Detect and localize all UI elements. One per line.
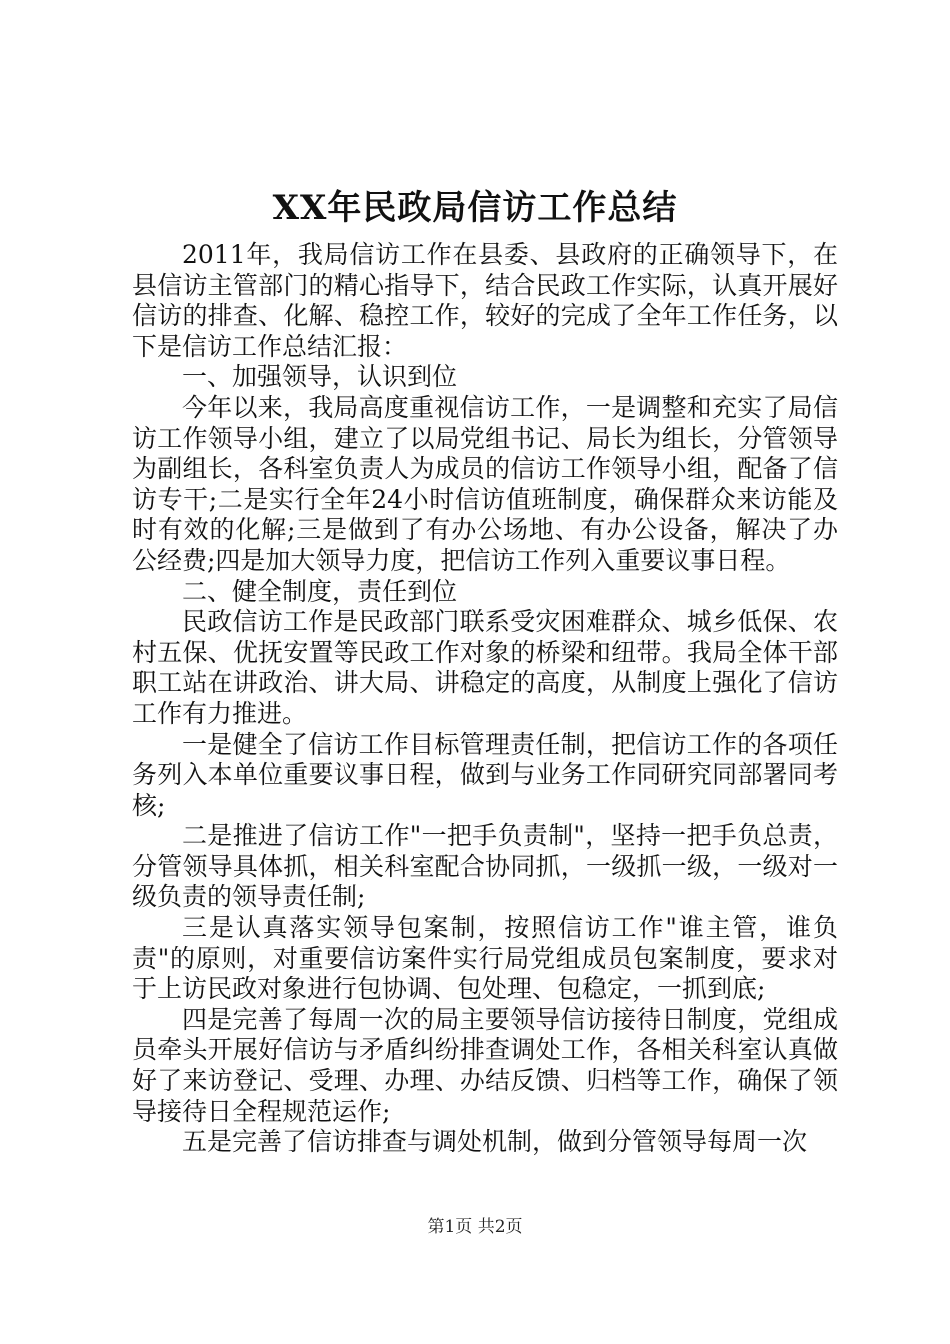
document-body (132, 240, 838, 1158)
paragraph-item-2: 二是推进了信访工作"一把手负责制"，坚持一把手负总责，分管领导具体抓，相关科室配合协同抓，一级抓一级，一级对一级负责的领导责任制; (132, 821, 838, 912)
paragraph-item-5: 五是完善了信访排查与调处机制，做到分管领导每周一次 (182, 1127, 808, 1157)
section-heading-2: 二、健全制度，责任到位 (182, 576, 458, 606)
paragraph-section-2: 民政信访工作是民政部门联系受灾困难群众、城乡低保、农村五保、优抚安置等民政工作对象的桥梁和纽带。我局全体干部职工站在讲政治、讲大局、讲稳定的高度，从制度上强化了信访工作有力推进。 (132, 607, 838, 728)
paragraph-item-4: 四是完善了每周一次的局主要领导信访接待日制度，党组成员牵头开展好信访与矛盾纠纷排查调处工作，各相关科室认真做好了来访登记、受理、办理、办结反馈、归档等工作，确保了领导接待日全程规范运作; (132, 1004, 838, 1126)
page-number: 第1页 共2页 (427, 1217, 523, 1237)
paragraph-item-1: 一是健全了信访工作目标管理责任制，把信访工作的各项任务列入本单位重要议事日程，做到与业务工作同研究同部署同考核; (132, 729, 838, 820)
paragraph-section-1: 今年以来，我局高度重视信访工作，一是调整和充实了局信访工作领导小组，建立了以局党组书记、局长为组长，分管领导为副组长，各科室负责人为成员的信访工作领导小组，配备了信访专干;二是实行全年24小时信访值班制度，确保群众来访能及时有效的化解;三是做到了有办公场地、有办公设备，解决了办公经费;四是加大领导力度，把信访工作列入重要议事日程。 (132, 392, 838, 575)
section-heading-1: 一、加强领导，认识到位 (182, 362, 458, 392)
paragraph-item-3: 三是认真落实领导包案制，按照信访工作"谁主管，谁负责"的原则，对重要信访案件实行局党组成员包案制度，要求对于上访民政对象进行包协调、包处理、包稳定，一抓到底; (132, 913, 838, 1004)
document-title: XX年民政局信访工作总结 (272, 188, 678, 228)
paragraph-intro: 2011年，我局信访工作在县委、县政府的正确领导下，在县信访主管部门的精心指导下，结合民政工作实际，认真开展好信访的排查、化解、稳控工作，较好的完成了全年工作任务，以下是信访工作总结汇报： (132, 240, 838, 361)
